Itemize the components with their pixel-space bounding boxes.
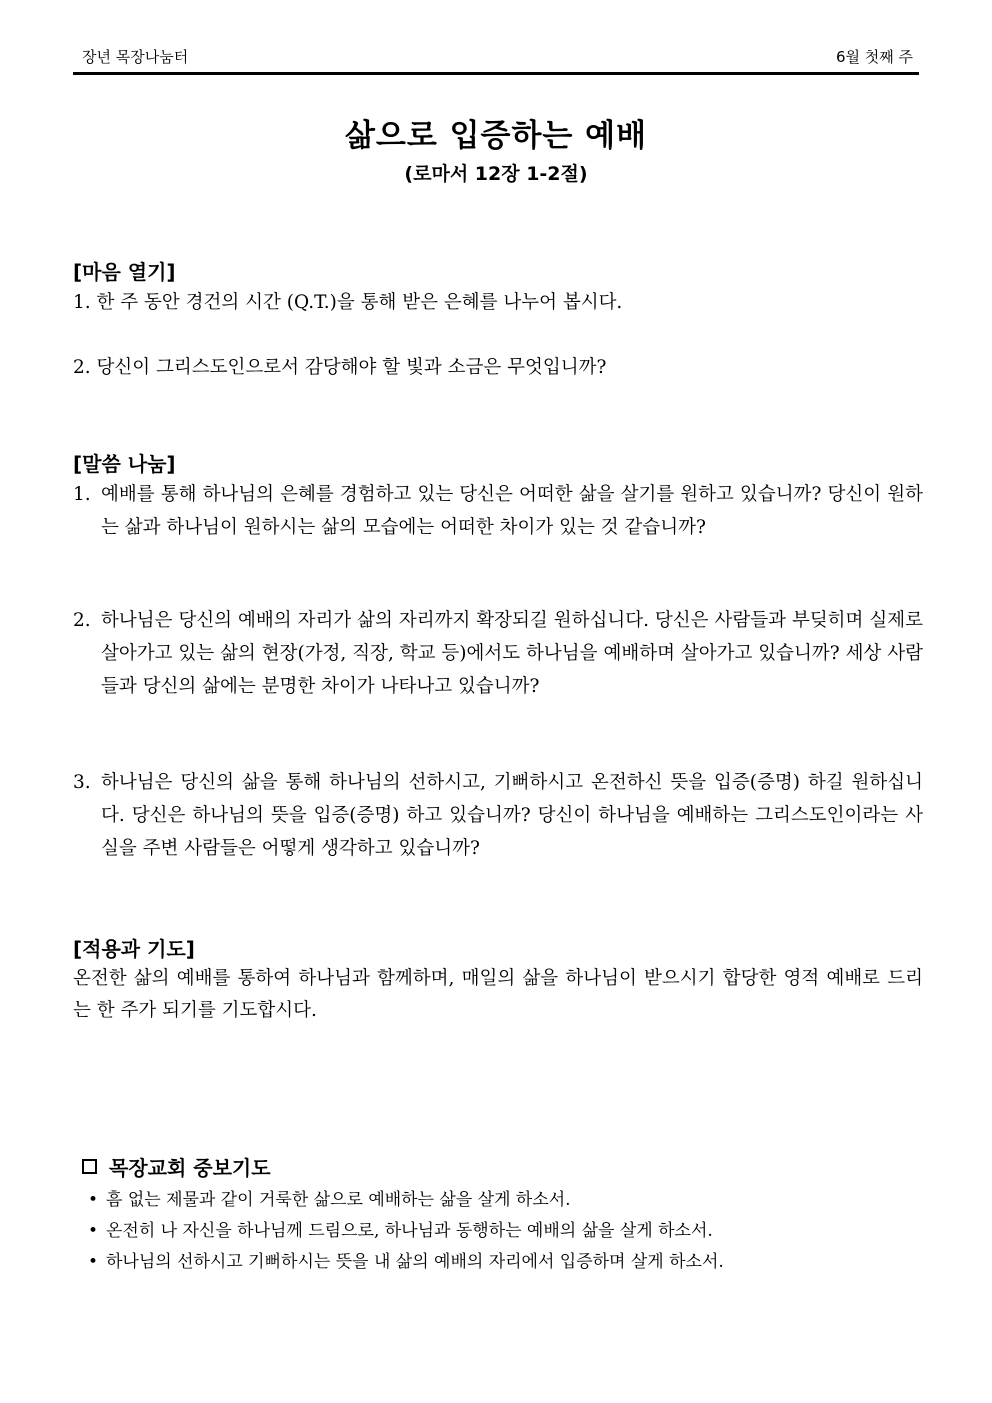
prayer-heading-label: 목장교회 중보기도 (109, 1156, 271, 1180)
question-text: 예배를 통해 하나님의 은혜를 경험하고 있는 당신은 어떠한 삶을 살기를 원하고 있습니까? 당신이 원하는 삶과 하나님이 원하시는 삶의 모습에는 어떠한 차이가 있는 것 같습니까? (101, 484, 923, 538)
word-question-2 (73, 604, 923, 703)
question-number: 2. (73, 610, 91, 631)
section-heading-application: [적용과 기도] (73, 937, 195, 961)
header-week: 6월 첫째 주 (835, 48, 913, 66)
header-group-name: 장년 목장나눔터 (82, 48, 189, 66)
open-heart-question-1: 1. 한 주 동안 경건의 시간 (Q.T.)을 통해 받은 은혜를 나누어 봅시다. (73, 292, 623, 313)
question-text: 하나님은 당신의 예배의 자리가 삶의 자리까지 확장되길 원하십니다. 당신은 사람들과 부딪히며 실제로 살아가고 있는 삶의 현장(가정, 직장, 학교 등)에서도 하나님을 예배하며 살아가고 있습니까? 세상 사람들과 당신의 삶에는 분명한 차이가 나타나고 있습니까? (101, 610, 923, 697)
prayer-item: • 온전히 나 자신을 하나님께 드림으로, 하나님과 동행하는 예배의 삶을 살게 하소서. (88, 1216, 724, 1247)
prayer-list (88, 1185, 724, 1278)
section-heading-word-sharing: [말씀 나눔] (73, 452, 176, 476)
question-text: 하나님은 당신의 삶을 통해 하나님의 선하시고, 기뻐하시고 온전하신 뜻을 입증(증명) 하길 원하십니다. 당신은 하나님의 뜻을 입증(증명) 하고 있습니까? 당신이 하나님을 예배하는 그리스도인이라는 사실을 주변 사람들은 어떻게 생각하고 있습니까? (101, 772, 923, 859)
application-text: 온전한 삶의 예배를 통하여 하나님과 함께하며, 매일의 삶을 하나님이 받으시기 합당한 영적 예배로 드리는 한 주가 되기를 기도합시다. (73, 968, 923, 1021)
word-question-1 (73, 478, 923, 544)
page-header (73, 44, 919, 75)
question-number: 3. (73, 772, 91, 793)
word-question-3 (73, 766, 923, 865)
question-number: 1. (73, 484, 91, 505)
open-heart-question-2: 2. 당신이 그리스도인으로서 감당해야 할 빛과 소금은 무엇입니까? (73, 357, 607, 378)
checkbox-square-icon (82, 1159, 97, 1174)
section-heading-open-heart: [마음 열기] (73, 260, 176, 284)
scripture-reference: (로마서 12장 1-2절) (404, 163, 588, 185)
prayer-item: • 하나님의 선하시고 기뻐하시는 뜻을 내 삶의 예배의 자리에서 입증하며 살게 하소서. (88, 1247, 724, 1278)
prayer-item: • 흠 없는 제물과 같이 거룩한 삶으로 예배하는 삶을 살게 하소서. (88, 1185, 724, 1216)
prayer-heading (82, 1152, 271, 1181)
page-title: 삶으로 입증하는 예배 (344, 118, 648, 154)
